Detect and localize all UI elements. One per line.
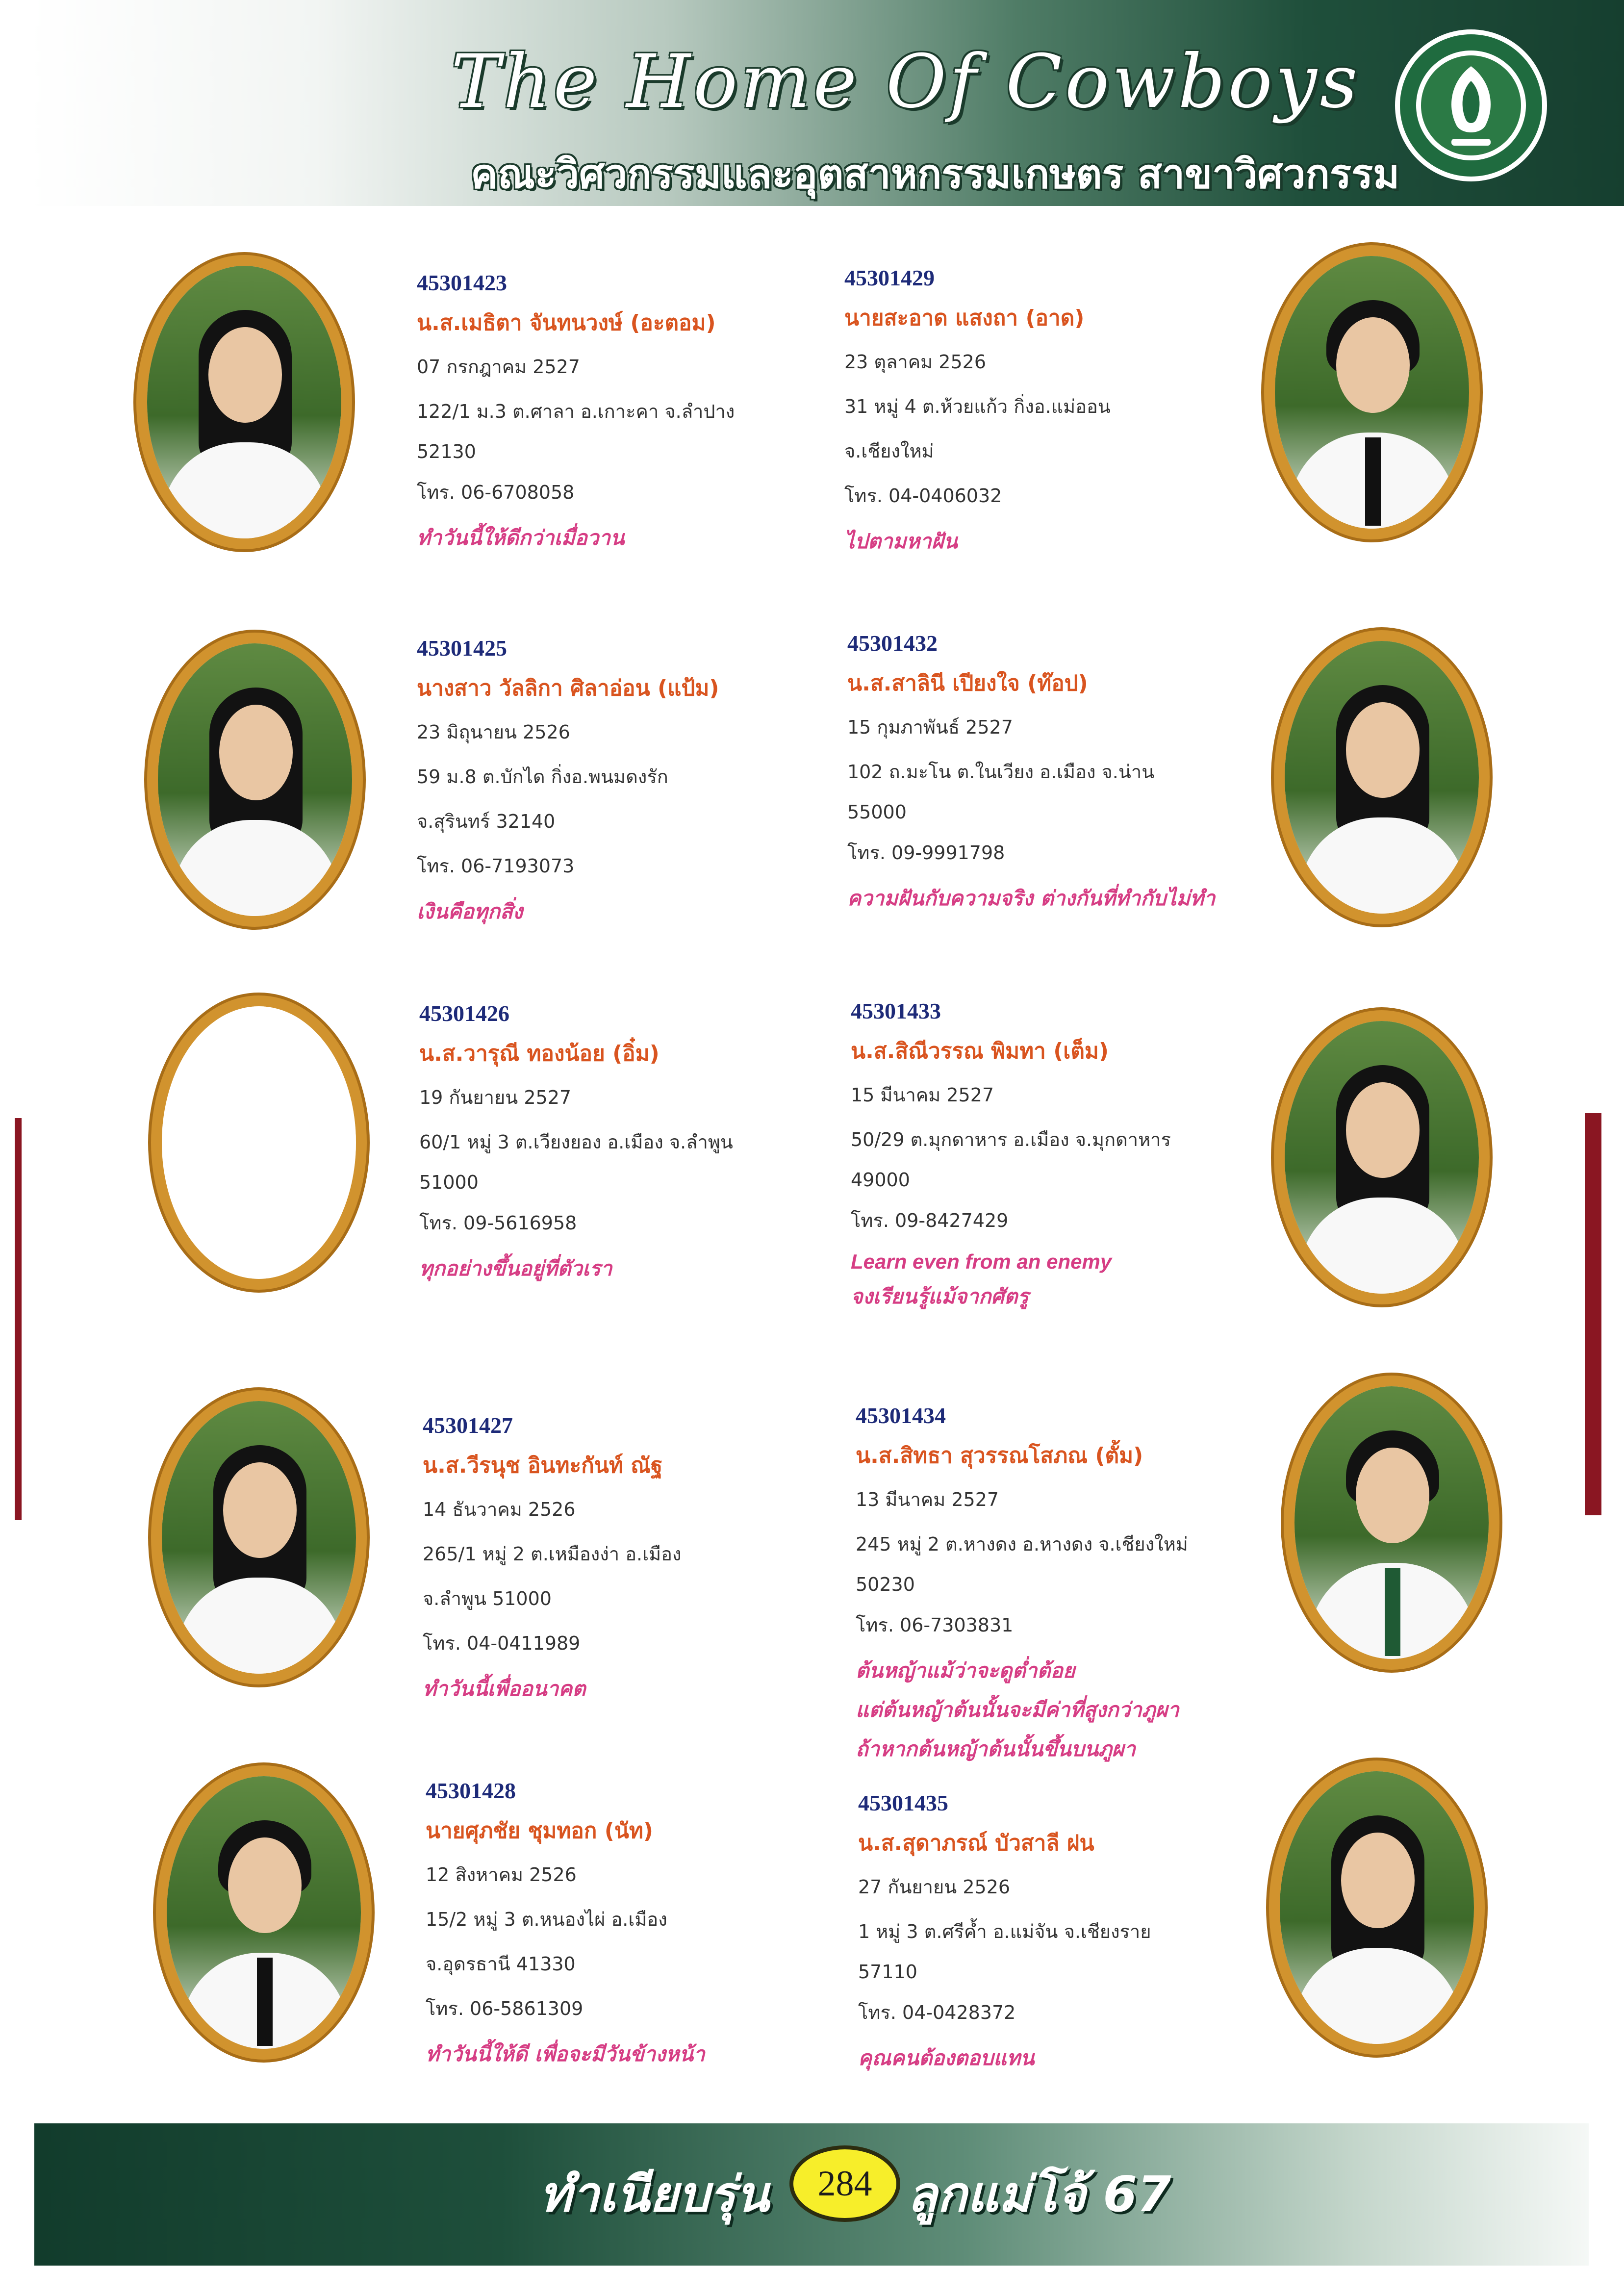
student-phone: โทร. 04-0411989 bbox=[423, 1632, 581, 1654]
student-photo-placeholder bbox=[151, 995, 367, 1290]
student-name: น.ส.สิณีวรรณ พิมทา (เต็ม) bbox=[851, 1039, 1109, 1064]
student-id: 45301434 bbox=[856, 1403, 946, 1428]
student-entry bbox=[419, 1000, 861, 1292]
student-entry bbox=[847, 630, 1289, 921]
student-birthdate: 07 กรกฎาคม 2527 bbox=[417, 356, 580, 378]
student-motto-line-1: ต้นหญ้าแม้ว่าจะดูต่ำต้อย bbox=[856, 1658, 1075, 1683]
student-photo bbox=[136, 255, 352, 549]
student-motto: เงินคือทุกสิ่ง bbox=[417, 899, 523, 923]
student-id: 45301425 bbox=[417, 636, 507, 661]
student-birthdate: 13 มีนาคม 2527 bbox=[856, 1489, 999, 1510]
student-birthdate: 23 ตุลาคม 2526 bbox=[844, 351, 986, 373]
student-photo bbox=[147, 633, 363, 927]
student-id: 45301429 bbox=[844, 265, 935, 290]
student-motto: ทุกอย่างขึ้นอยู่ที่ตัวเรา bbox=[419, 1256, 612, 1280]
student-address: 245 หมู่ 2 ต.หางดง อ.หางดง จ.เชียงใหม่ bbox=[856, 1533, 1188, 1555]
student-phone: โทร. 09-9991798 bbox=[847, 842, 1005, 864]
student-phone: โทร. 06-5861309 bbox=[426, 1998, 584, 2019]
student-photo bbox=[156, 1765, 372, 2060]
student-id: 45301423 bbox=[417, 270, 507, 295]
student-address: 122/1 ม.3 ต.ศาลา อ.เกาะคา จ.ลำปาง bbox=[417, 401, 735, 422]
student-motto: คุณคนต้องตอบแทน bbox=[858, 2046, 1035, 2070]
student-postcode: 55000 bbox=[847, 801, 907, 823]
university-seal-icon bbox=[1393, 27, 1549, 184]
student-motto: ทำวันนี้ให้ดี เพื่อจะมีวันข้างหน้า bbox=[426, 2042, 705, 2066]
page-header bbox=[29, 0, 1624, 206]
student-phone: โทร. 09-5616958 bbox=[419, 1212, 577, 1234]
student-entry bbox=[858, 1790, 1299, 2081]
student-phone: โทร. 06-7303831 bbox=[856, 1614, 1014, 1636]
student-phone: โทร. 06-6708058 bbox=[417, 482, 575, 503]
student-birthdate: 14 ธันวาคม 2526 bbox=[423, 1499, 576, 1520]
student-motto-line-3: ถ้าหากต้นหญ้าต้นนั้นขึ้นบนภูผา bbox=[856, 1737, 1136, 1761]
student-birthdate: 12 สิงหาคม 2526 bbox=[426, 1864, 577, 1886]
student-postcode: 51000 bbox=[419, 1172, 479, 1193]
yearbook-label: ทำเนียบรุ่น bbox=[539, 2166, 769, 2223]
student-name: น.ส.สุดาภรณ์ บัวสาลี ฝน bbox=[858, 1831, 1094, 1856]
student-name: นายสะอาด แสงถา (อาด) bbox=[844, 306, 1085, 331]
student-province: จ.สุรินทร์ 32140 bbox=[417, 811, 556, 832]
student-entry bbox=[851, 998, 1292, 1320]
faculty-subtitle: คณะวิศวกรรมและอุตสาหกรรมเกษตร สาขาวิศวกรรม bbox=[471, 151, 1400, 198]
student-name: น.ส.สิทธา สุวรรณโสภณ (ตั้ม) bbox=[856, 1443, 1143, 1468]
student-birthdate: 15 มีนาคม 2527 bbox=[851, 1084, 994, 1106]
page-title: The Home Of Cowboys bbox=[451, 39, 1361, 125]
student-birthdate: 23 มิถุนายน 2526 bbox=[417, 721, 570, 743]
student-photo bbox=[1264, 245, 1480, 539]
student-name: นางสาว วัลลิกา ศิลาอ่อน (แป้ม) bbox=[417, 676, 719, 701]
student-id: 45301428 bbox=[426, 1778, 516, 1803]
student-motto: ไปตามหาฝัน bbox=[844, 529, 958, 553]
student-photo bbox=[1269, 1760, 1485, 2055]
student-name: น.ส.เมธิตา จันทนวงษ์ (อะตอม) bbox=[417, 310, 716, 335]
student-birthdate: 15 กุมภาพันธ์ 2527 bbox=[847, 716, 1013, 738]
student-entry bbox=[423, 1412, 864, 1712]
student-motto: ความฝันกับความจริง ต่างกันที่ทำกับไม่ทำ bbox=[847, 886, 1216, 910]
student-name: น.ส.วารุณี ทองน้อย (อิ๋ม) bbox=[419, 1041, 660, 1066]
student-phone: โทร. 06-7193073 bbox=[417, 855, 575, 877]
student-entry bbox=[417, 635, 858, 935]
student-motto: ทำวันนี้ให้ดีกว่าเมื่อวาน bbox=[417, 526, 625, 550]
student-postcode: 50230 bbox=[856, 1574, 915, 1595]
student-id: 45301426 bbox=[419, 1001, 509, 1026]
student-address: 1 หมู่ 3 ต.ศรีค้ำ อ.แม่จัน จ.เชียงราย bbox=[858, 1921, 1151, 1942]
student-entry bbox=[426, 1778, 867, 2077]
student-address: 15/2 หมู่ 3 ต.หนองไผ่ อ.เมือง bbox=[426, 1909, 667, 1930]
student-id: 45301427 bbox=[423, 1413, 513, 1438]
student-photo bbox=[1274, 630, 1490, 924]
student-name: นายศุภชัย ชุมทอก (นัท) bbox=[426, 1818, 654, 1843]
student-id: 45301433 bbox=[851, 998, 941, 1023]
student-birthdate: 27 กันยายน 2526 bbox=[858, 1876, 1011, 1898]
student-postcode: 57110 bbox=[858, 1961, 917, 1983]
student-name: น.ส.สาลินี เปียงใจ (ท๊อป) bbox=[847, 671, 1088, 696]
student-address: 102 ถ.มะโน ต.ในเวียง อ.เมือง จ.น่าน bbox=[847, 761, 1155, 783]
student-phone: โทร. 09-8427429 bbox=[851, 1210, 1009, 1231]
left-accent-bar bbox=[15, 1118, 22, 1520]
student-postcode: 52130 bbox=[417, 441, 476, 462]
right-accent-bar bbox=[1585, 1113, 1601, 1515]
student-province: จ.อุดรธานี 41330 bbox=[426, 1953, 576, 1975]
student-motto: ทำวันนี้เพื่ออนาคต bbox=[423, 1677, 586, 1701]
student-phone: โทร. 04-0406032 bbox=[844, 485, 1002, 507]
student-photo bbox=[1284, 1376, 1499, 1670]
student-address: 265/1 หมู่ 2 ต.เหมืองง่า อ.เมือง bbox=[423, 1543, 682, 1565]
student-postcode: 49000 bbox=[851, 1169, 910, 1191]
student-address: 50/29 ต.มุกดาหาร อ.เมือง จ.มุกดาหาร bbox=[851, 1129, 1171, 1150]
student-motto-thai: จงเรียนรู้แม้จากศัตรู bbox=[851, 1284, 1029, 1308]
student-name: น.ส.วีรนุช อินทะกันท์ ณัฐ bbox=[423, 1453, 663, 1478]
student-photo bbox=[151, 1390, 367, 1684]
page-number: 284 bbox=[789, 2145, 900, 2222]
student-entry bbox=[844, 265, 1286, 564]
student-id: 45301435 bbox=[858, 1790, 948, 1815]
student-motto-line-2: แต่ต้นหญ้าต้นนั้นจะมีค่าที่สูงกว่าภูผา bbox=[856, 1698, 1179, 1722]
student-province: จ.ลำพูน 51000 bbox=[423, 1588, 552, 1609]
student-address: 60/1 หมู่ 3 ต.เวียงยอง อ.เมือง จ.ลำพูน bbox=[419, 1131, 733, 1153]
student-phone: โทร. 04-0428372 bbox=[858, 2002, 1016, 2023]
student-birthdate: 19 กันยายน 2527 bbox=[419, 1087, 572, 1108]
student-entry bbox=[417, 270, 858, 561]
student-province: จ.เชียงใหม่ bbox=[844, 440, 934, 462]
student-entry bbox=[856, 1402, 1297, 1772]
class-label: ลูกแม่โจ้ 67 bbox=[907, 2166, 1171, 2223]
student-address: 59 ม.8 ต.บักได กิ่งอ.พนมดงรัก bbox=[417, 766, 668, 788]
student-id: 45301432 bbox=[847, 631, 938, 656]
student-address: 31 หมู่ 4 ต.ห้วยแก้ว กิ่งอ.แม่ออน bbox=[844, 396, 1111, 417]
student-motto: Learn even from an enemy bbox=[851, 1250, 1112, 1273]
student-photo bbox=[1274, 1010, 1490, 1304]
